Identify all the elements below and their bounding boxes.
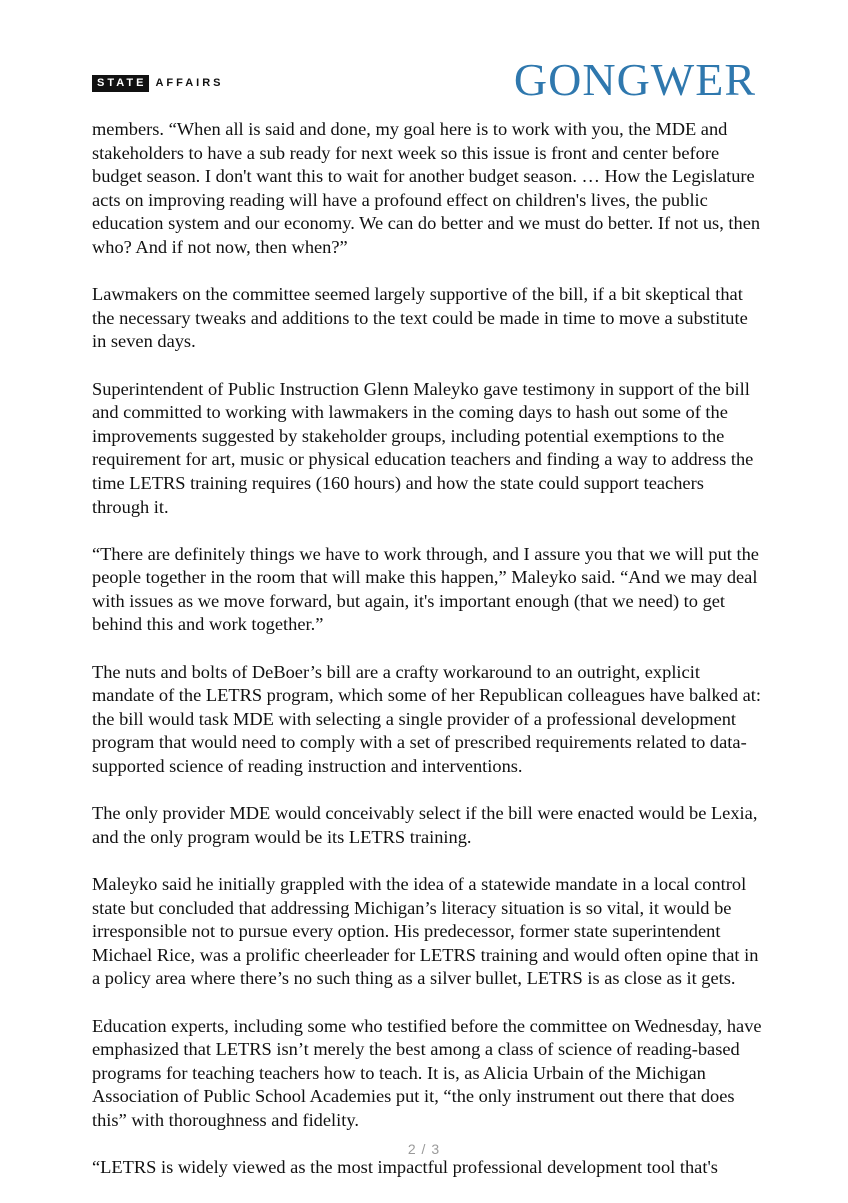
paragraph: The only provider MDE would conceivably select if the bill were enacted would be Lexia, and the only program would be its LETRS training. bbox=[92, 803, 758, 847]
paragraph: “There are definitely things we have to work through, and I assure you that we will put the people together in the room that will make this happen,” Maleyko said. “And we may deal with issues as we move forward, but again, it's important enough (that we need) to get behind this and work together.” bbox=[92, 543, 759, 635]
gongwer-masthead: GONGWER bbox=[513, 54, 756, 105]
paragraph: Superintendent of Public Instruction Glenn Maleyko gave testimony in support of the bill and committed to working with lawmakers in the coming days to hash out some of the improvements suggested by stakeholder groups, including potential exemptions to the requirement for art, music or physical education teachers and finding a way to address the time LETRS training requires (160 hours) and how the state could support teachers through it. bbox=[92, 378, 754, 517]
paragraph: The nuts and bolts of DeBoer’s bill are a crafty workaround to an outright, explicit mandate of the LETRS program, which some of her Republican colleagues have balked at: the bill would task MDE with selecting a single provider of a professional development program that would need to comply with a set of prescribed requirements related to data-supported science of reading instruction and interventions. bbox=[92, 661, 761, 777]
state-affairs-logo bbox=[92, 75, 224, 92]
paragraph: Maleyko said he initially grappled with the idea of a statewide mandate in a local control state but concluded that addressing Michigan’s literacy situation is so vital, it would be irresponsible not to pursue every option. His predecessor, former state superintendent Michael Rice, was a prolific cheerleader for LETRS training and would often opine that in a policy area where there’s no such thing as a silver bullet, LETRS is as close as it gets. bbox=[92, 874, 759, 989]
page-header bbox=[92, 50, 756, 110]
logo-state-text: STATE bbox=[92, 75, 149, 92]
paragraph: members. “When all is said and done, my goal here is to work with you, the MDE and stakeholders to have a sub ready for next week so this issue is front and center before budget season. I don't want this to wait for another budget season. … How the Legislature acts on improving reading will have a profound effect on children's lives, the public education system and our economy. We can do better and we must do better. If not us, then who? And if not now, then when?” bbox=[92, 119, 761, 257]
article-body bbox=[92, 118, 764, 1203]
paragraph: “LETRS is widely viewed as the most impactful professional development tool that's bbox=[92, 1157, 718, 1178]
paragraph: Lawmakers on the committee seemed largely supportive of the bill, if a bit skeptical that the necessary tweaks and additions to the text could be made in time to move a substitute in seven days. bbox=[92, 284, 748, 352]
page-indicator: 2 / 3 bbox=[407, 1141, 441, 1157]
paragraph: Education experts, including some who testified before the committee on Wednesday, have emphasized that LETRS isn’t merely the best among a class of science of reading-based programs for teaching teachers how to teach. It is, as Alicia Urbain of the Michigan Association of Public School Academies put it, “the only instrument out there that does this” with thoroughness and fidelity. bbox=[92, 1015, 762, 1130]
logo-affairs-text: AFFAIRS bbox=[155, 77, 224, 89]
